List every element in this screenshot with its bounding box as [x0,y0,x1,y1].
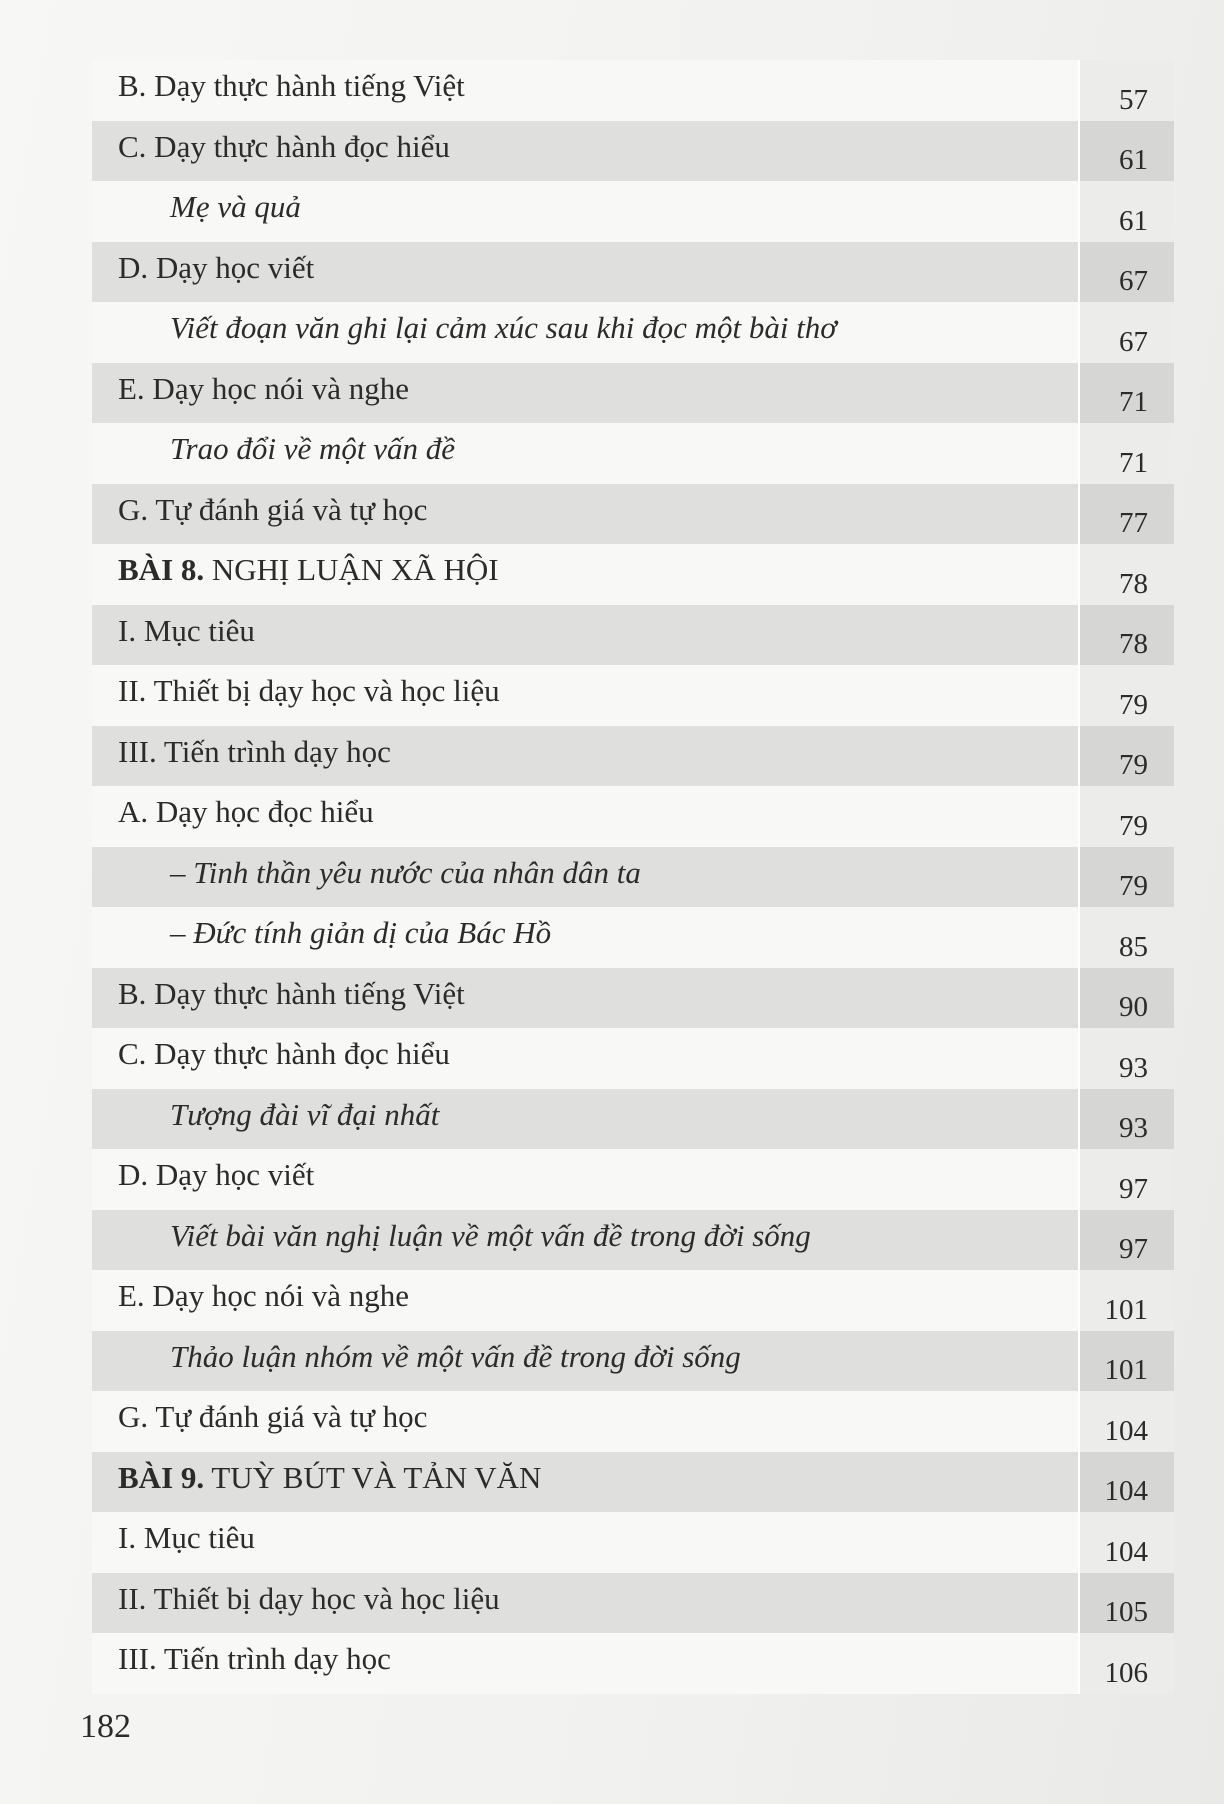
toc-page-cell [1078,60,1174,121]
toc-page-number: 67 [1119,325,1148,358]
toc-page-cell [1078,1573,1174,1634]
toc-row [92,1391,1174,1452]
toc-page-number: 79 [1119,809,1148,842]
toc-title-cell [92,968,1078,1029]
toc-entry-title: D. Dạy học viết [118,249,315,285]
toc-title-cell [92,605,1078,666]
toc-entry-title: Trao đổi về một vấn đề [170,431,455,466]
toc-page-cell [1078,665,1174,726]
toc-page-cell [1078,1149,1174,1210]
toc-title-cell [92,1452,1078,1513]
toc-page-number: 71 [1119,386,1148,418]
toc-page-cell [1078,1331,1174,1392]
toc-row [92,423,1174,484]
toc-row [92,1089,1174,1150]
toc-title-cell [92,1331,1078,1392]
toc-page-number: 101 [1104,1293,1148,1326]
toc-title-cell [92,1391,1078,1452]
toc-row [92,363,1174,424]
toc-title-cell [92,1573,1078,1634]
toc-row [92,968,1174,1029]
toc-title-cell [92,1210,1078,1271]
toc-page-number: 79 [1119,749,1148,781]
toc-page-number: 67 [1119,265,1148,297]
toc-page-number: 104 [1104,1414,1148,1447]
toc-page-number: 71 [1119,446,1148,479]
toc-lesson-heading [118,552,499,588]
toc-title-cell [92,484,1078,545]
toc-row [92,1512,1174,1573]
toc-page-cell [1078,907,1174,968]
toc-row [92,484,1174,545]
toc-page-cell [1078,363,1174,424]
toc-row [92,665,1174,726]
toc-entry-title: III. Tiến trình dạy học [118,1641,391,1676]
toc-row [92,1573,1174,1634]
toc-entry-title: Thảo luận nhóm về một vấn đề trong đời sống [170,1338,741,1374]
toc-page-cell [1078,1089,1174,1150]
lesson-title: TUỲ BÚT VÀ TẢN VĂN [204,1459,542,1495]
toc-page-number: 97 [1119,1172,1148,1205]
toc-entry-title: II. Thiết bị dạy học và học liệu [118,1580,500,1616]
toc-entry-title: D. Dạy học viết [118,1157,315,1192]
toc-title-cell [92,665,1078,726]
toc-row [92,726,1174,787]
toc-entry-title: E. Dạy học nói và nghe [118,1278,409,1313]
toc-page-number: 77 [1119,507,1148,539]
toc-page-number: 57 [1119,83,1148,116]
toc-entry-title: II. Thiết bị dạy học và học liệu [118,673,500,708]
toc-title-cell [92,544,1078,605]
toc-row [92,907,1174,968]
toc-page-number: 105 [1104,1596,1148,1628]
toc-title-cell [92,60,1078,121]
toc-page-number: 78 [1119,567,1148,600]
toc-page-cell [1078,242,1174,303]
toc-page-cell [1078,484,1174,545]
toc-row [92,181,1174,242]
toc-entry-title: I. Mục tiêu [118,612,255,648]
page-number: 182 [80,1708,131,1745]
toc-entry-title: B. Dạy thực hành tiếng Việt [118,68,465,103]
toc-entry-title: Tượng đài vĩ đại nhất [170,1096,440,1132]
toc-title-cell [92,121,1078,182]
toc-page-number: 104 [1104,1475,1148,1507]
lesson-title: NGHỊ LUẬN XÃ HỘI [204,552,499,587]
toc-page-cell [1078,121,1174,182]
toc-row [92,242,1174,303]
toc-entry-title: E. Dạy học nói và nghe [118,370,409,406]
toc-page-cell [1078,1452,1174,1513]
toc-title-cell [92,181,1078,242]
toc-entry-title: Viết bài văn nghị luận về một vấn đề trong đời sống [170,1217,811,1253]
toc-page-cell [1078,1633,1174,1694]
toc-title-cell [92,907,1078,968]
toc-page-cell [1078,181,1174,242]
toc-page-number: 61 [1119,204,1148,237]
toc-row [92,1149,1174,1210]
toc-entry-title: B. Dạy thực hành tiếng Việt [118,975,465,1011]
toc-title-cell [92,423,1078,484]
toc-row [92,1210,1174,1271]
toc-page-cell [1078,423,1174,484]
toc-page-number: 78 [1119,628,1148,660]
toc-row [92,847,1174,908]
toc-title-cell [92,1149,1078,1210]
lesson-number: BÀI 8. [118,552,205,587]
toc-page-number: 93 [1119,1051,1148,1084]
toc-page-number: 79 [1119,688,1148,721]
toc-title-cell [92,1028,1078,1089]
toc-page-cell [1078,1512,1174,1573]
toc-page-number: 93 [1119,1112,1148,1144]
toc-page-number: 90 [1119,991,1148,1023]
toc-entry-title: A. Dạy học đọc hiểu [118,794,374,829]
toc-entry-title: III. Tiến trình dạy học [118,733,391,769]
toc-title-cell [92,786,1078,847]
toc-row [92,544,1174,605]
toc-entry-title: – Tinh thần yêu nước của nhân dân ta [170,854,641,890]
lesson-number: BÀI 9. [118,1459,205,1495]
toc-title-cell [92,1089,1078,1150]
toc-title-cell [92,242,1078,303]
toc-page-number: 101 [1104,1354,1148,1386]
toc-page-number: 104 [1104,1535,1148,1568]
toc-row [92,1452,1174,1513]
toc-entry-title: C. Dạy thực hành đọc hiểu [118,128,450,164]
toc-page-number: 106 [1104,1656,1148,1689]
toc-page-number: 61 [1119,144,1148,176]
toc-entry-title: C. Dạy thực hành đọc hiểu [118,1036,450,1071]
toc-page-cell [1078,1391,1174,1452]
toc-row [92,1028,1174,1089]
toc-row [92,121,1174,182]
toc-page-cell [1078,302,1174,363]
toc-title-cell [92,847,1078,908]
toc-page-number: 97 [1119,1233,1148,1265]
toc-page-cell [1078,544,1174,605]
toc-entry-title: Viết đoạn văn ghi lại cảm xúc sau khi đọc một bài thơ [170,310,837,345]
toc-page-cell [1078,726,1174,787]
toc-row [92,60,1174,121]
toc-entry-title: Mẹ và quả [170,189,301,224]
toc-page-number: 79 [1119,870,1148,902]
toc-page-cell [1078,1028,1174,1089]
toc-entry-title: G. Tự đánh giá và tự học [118,491,428,527]
toc-entry-title: G. Tự đánh giá và tự học [118,1399,428,1434]
toc-entry-title: – Đức tính giản dị của Bác Hồ [170,915,552,950]
toc-page-cell [1078,968,1174,1029]
toc-row [92,1331,1174,1392]
toc-title-cell [92,302,1078,363]
toc-page-cell [1078,1210,1174,1271]
toc-page-cell [1078,1270,1174,1331]
toc-lesson-heading [118,1460,541,1496]
toc-page-cell [1078,786,1174,847]
toc-row [92,605,1174,666]
toc-row [92,1633,1174,1694]
toc-title-cell [92,1633,1078,1694]
toc-row [92,302,1174,363]
table-of-contents [92,60,1174,1694]
toc-title-cell [92,363,1078,424]
toc-page-number: 85 [1119,930,1148,963]
toc-title-cell [92,726,1078,787]
toc-page-cell [1078,847,1174,908]
toc-row [92,786,1174,847]
toc-entry-title: I. Mục tiêu [118,1520,255,1555]
toc-row [92,1270,1174,1331]
toc-title-cell [92,1270,1078,1331]
toc-page-cell [1078,605,1174,666]
toc-title-cell [92,1512,1078,1573]
